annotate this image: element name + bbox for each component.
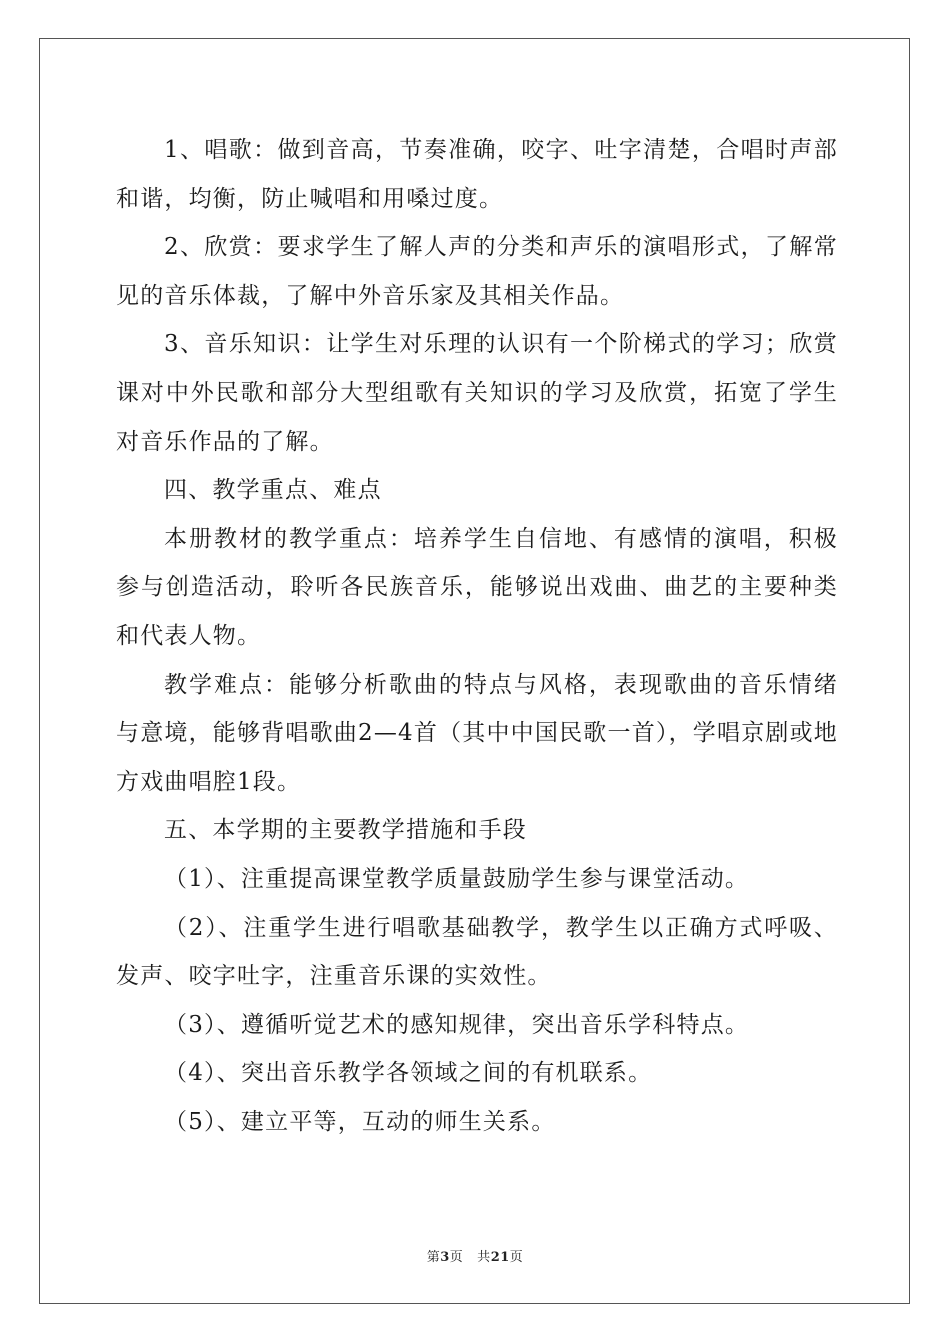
footer-total-pages: 21: [490, 1250, 510, 1265]
paragraph-singing: 1、唱歌：做到音高，节奏准确，咬字、吐字清楚，合唱时声部和谐，均衡，防止喊唱和用嗓过度。: [116, 137, 838, 212]
list-item-measure-4: （4）、突出音乐教学各领域之间的有机联系。: [164, 1060, 653, 1087]
footer-total-suffix: 页: [509, 1250, 524, 1265]
list-item-measure-3: （3）、遵循听觉艺术的感知规律，突出音乐学科特点。: [164, 1011, 750, 1038]
list-item-measure-2: （2）、注重学生进行唱歌基础教学，教学生以正确方式呼吸、发声、咬字吐字，注重音乐课的实效性。: [116, 914, 838, 990]
paragraph-key-points: 本册教材的教学重点：培养学生自信地、有感情的演唱，积极参与创造活动，聆听各民族音乐，能够说出戏曲、曲艺的主要种类和代表人物。: [116, 525, 838, 649]
section-heading-measures: 五、本学期的主要教学措施和手段: [164, 817, 527, 844]
document-body: [116, 126, 838, 1146]
paragraph-music-knowledge: 3、音乐知识：让学生对乐理的认识有一个阶梯式的学习；欣赏课对中外民歌和部分大型组歌有关知识的学习及欣赏，拓宽了学生对音乐作品的了解。: [116, 331, 838, 455]
list-item-measure-5: （5）、建立平等，互动的师生关系。: [164, 1108, 556, 1135]
footer-page-number: 3: [440, 1250, 450, 1265]
footer-page-prefix: 第: [426, 1250, 441, 1265]
paragraph-difficulties: 教学难点：能够分析歌曲的特点与风格，表现歌曲的音乐情绪与意境，能够背唱歌曲2—4首（其中中国民歌一首），学唱京剧或地方戏曲唱腔1段。: [116, 671, 838, 795]
footer-page-suffix: 页: [449, 1250, 464, 1265]
paragraph-appreciation: 2、欣赏：要求学生了解人声的分类和声乐的演唱形式，了解常见的音乐体裁，了解中外音乐家及其相关作品。: [116, 234, 838, 309]
footer-total-prefix: 共: [477, 1250, 491, 1265]
section-heading-key-points: 四、教学重点、难点: [164, 477, 382, 504]
list-item-measure-1: （1）、注重提高课堂教学质量鼓励学生参与课堂活动。: [164, 865, 750, 892]
page-footer: [0, 1246, 950, 1265]
